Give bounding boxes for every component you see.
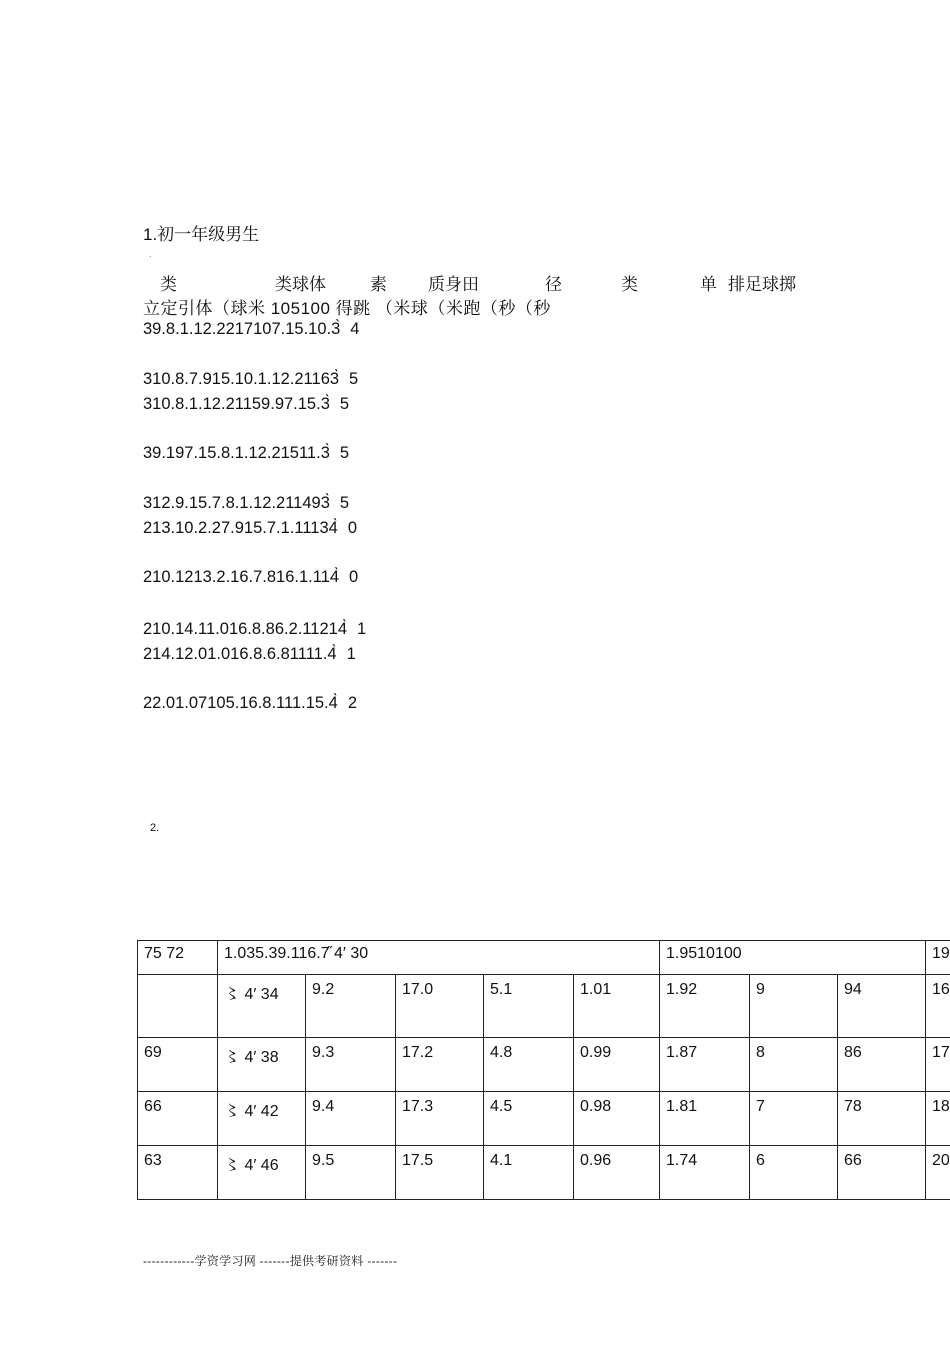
table-cell: 17.3 bbox=[396, 1092, 484, 1146]
table-row bbox=[138, 1092, 950, 1146]
data-line-tail: 5 bbox=[339, 444, 350, 462]
data-line bbox=[143, 568, 358, 587]
table-cell: 5.1 bbox=[484, 975, 574, 1038]
data-line bbox=[143, 494, 349, 513]
data-line-tail: 1 bbox=[357, 620, 367, 638]
data-line-main: 214.12.01.016.8.6.81111.4̀ bbox=[143, 645, 337, 663]
data-line bbox=[143, 444, 349, 463]
table-cell: 1.87 bbox=[660, 1038, 750, 1092]
table-cell: 63 bbox=[138, 1146, 218, 1200]
header-char: 类 bbox=[621, 275, 638, 294]
stray-dot: · bbox=[149, 252, 152, 261]
table-cell: 7 bbox=[750, 1092, 838, 1146]
table-cell: 4.8 bbox=[484, 1038, 574, 1092]
data-line-main: 210.14.11.016.8.86.2.11214̀ bbox=[143, 620, 347, 638]
table-cell: 66 bbox=[838, 1146, 926, 1200]
header-char: 质身田 bbox=[428, 275, 479, 294]
table-row bbox=[138, 1038, 950, 1092]
header-char: 素 bbox=[370, 275, 387, 294]
data-line bbox=[143, 370, 358, 389]
table-cell: 8 bbox=[750, 1038, 838, 1092]
table-cell: 4.1 bbox=[484, 1146, 574, 1200]
table-cell: 20 bbox=[926, 1146, 950, 1200]
table-cell: 0.99 bbox=[574, 1038, 660, 1092]
table-cell: 〻 4′ 34 bbox=[218, 975, 306, 1038]
table-cell: 〻 4′ 38 bbox=[218, 1038, 306, 1092]
table-cell: 17.5 bbox=[396, 1146, 484, 1200]
table-cell: 6 bbox=[750, 1146, 838, 1200]
table-cell: 9 bbox=[750, 975, 838, 1038]
header-row-2: 立定引体（球米 105100 得跳 （米球（米跑（秒（秒 bbox=[143, 299, 551, 318]
data-line-tail: 0 bbox=[349, 568, 359, 586]
table-cell: 17.0 bbox=[396, 975, 484, 1038]
data-line-main: 312.9.15.7.8.1.12.211493̀ bbox=[143, 494, 330, 512]
head-cell: 75 72 bbox=[138, 941, 218, 975]
table-cell: 86 bbox=[838, 1038, 926, 1092]
table-cell: 0.98 bbox=[574, 1092, 660, 1146]
score-table bbox=[137, 940, 950, 1200]
table-cell: 78 bbox=[838, 1092, 926, 1146]
data-line-tail: 5 bbox=[339, 494, 350, 512]
table-cell: 9.4 bbox=[306, 1092, 396, 1146]
data-line bbox=[143, 620, 366, 639]
head-cell: 1.035.39.116.7̋ 4′ 30 bbox=[218, 941, 660, 975]
table-cell: 9.3 bbox=[306, 1038, 396, 1092]
data-line-tail: 5 bbox=[349, 370, 359, 388]
data-line-main: 39.8.1.12.2217107.15.10.3̀ bbox=[143, 320, 341, 338]
section-title-1: 1.初一年级男生 bbox=[143, 225, 260, 244]
data-line bbox=[143, 519, 357, 538]
data-line-main: 210.1213.2.16.7.816.1.114̀ bbox=[143, 568, 340, 586]
data-line bbox=[143, 320, 359, 339]
head-cell: 19 bbox=[926, 941, 950, 975]
table-cell: 〻 4′ 42 bbox=[218, 1092, 306, 1146]
table-cell: 1.81 bbox=[660, 1092, 750, 1146]
table-cell: 1.74 bbox=[660, 1146, 750, 1200]
table-cell: 9.5 bbox=[306, 1146, 396, 1200]
data-line-main: 213.10.2.27.915.7.1.11134̀ bbox=[143, 519, 338, 537]
table-cell: 18 bbox=[926, 1092, 950, 1146]
table-cell: 17 bbox=[926, 1038, 950, 1092]
header-char: 排足球掷 bbox=[728, 275, 796, 294]
data-line-tail: 1 bbox=[346, 645, 356, 663]
data-line-tail: 0 bbox=[347, 519, 358, 537]
table-cell: 0.96 bbox=[574, 1146, 660, 1200]
data-line-tail: 4 bbox=[350, 320, 360, 338]
table-cell: 17.2 bbox=[396, 1038, 484, 1092]
data-line-tail: 2 bbox=[347, 694, 358, 712]
table-cell: 9.2 bbox=[306, 975, 396, 1038]
table-head-row bbox=[138, 941, 950, 975]
data-line-tail: 5 bbox=[339, 395, 350, 413]
table-cell: 16 bbox=[926, 975, 950, 1038]
head-cell: 1.9510100 bbox=[660, 941, 926, 975]
data-line bbox=[143, 694, 357, 713]
data-line bbox=[143, 395, 349, 414]
data-line bbox=[143, 645, 356, 664]
section-title-2: 2. bbox=[150, 822, 160, 834]
data-line-main: 310.8.7.915.10.1.12.21163̀ bbox=[143, 370, 340, 388]
table-cell: 1.01 bbox=[574, 975, 660, 1038]
data-line-main: 22.01.07105.16.8.111.15.4̀ bbox=[143, 694, 338, 712]
footer-text: ------------学资学习网 -------提供考研资料 ------- bbox=[143, 1254, 398, 1268]
header-char: 类球体 bbox=[275, 275, 326, 294]
table-cell: 1.92 bbox=[660, 975, 750, 1038]
table-cell: 4.5 bbox=[484, 1092, 574, 1146]
table-cell bbox=[138, 975, 218, 1038]
data-line-main: 310.8.1.12.21159.97.15.3̀ bbox=[143, 395, 330, 413]
data-line-main: 39.197.15.8.1.12.21511.3̀ bbox=[143, 444, 330, 462]
table-cell: 66 bbox=[138, 1092, 218, 1146]
header-char: 类 bbox=[160, 275, 177, 294]
table-row bbox=[138, 1146, 950, 1200]
table-cell: 〻 4′ 46 bbox=[218, 1146, 306, 1200]
table-cell: 69 bbox=[138, 1038, 218, 1092]
header-char: 径 bbox=[545, 275, 562, 294]
header-char: 单 bbox=[700, 275, 717, 294]
table-cell: 94 bbox=[838, 975, 926, 1038]
table-row bbox=[138, 975, 950, 1038]
